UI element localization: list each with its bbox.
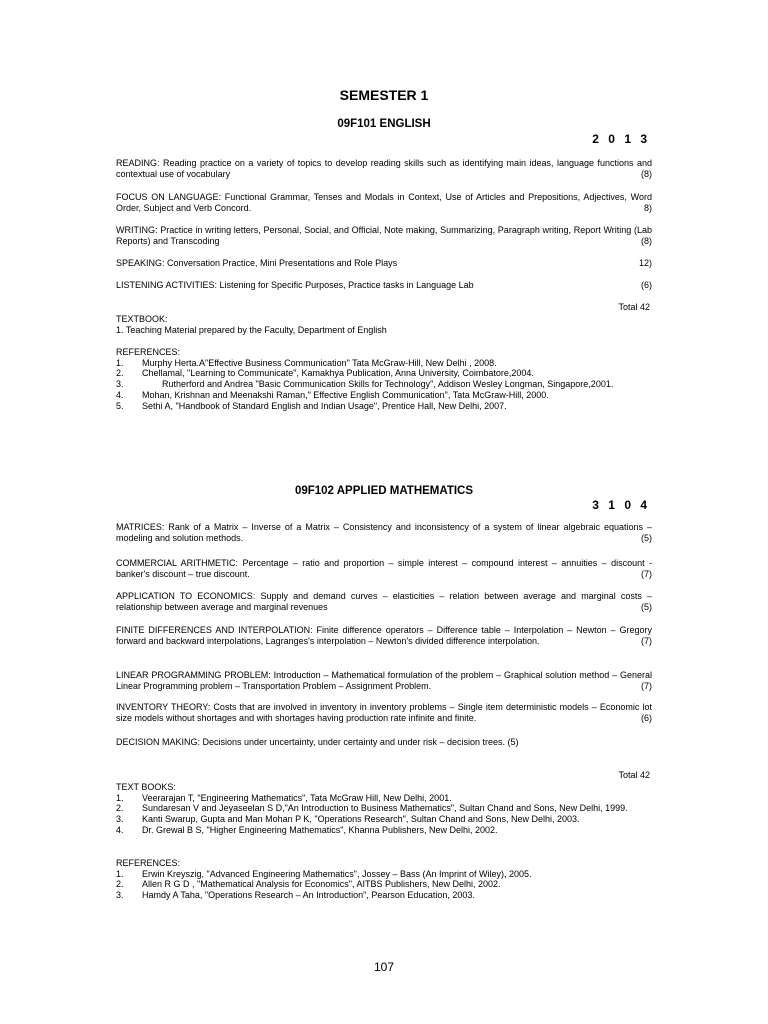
english-references [116, 347, 652, 411]
maths-section-decision-making [116, 737, 652, 748]
section-text: COMMERCIAL ARITHMETIC: Percentage – ratio and proportion – simple interest – compound interest – annuities – discount - banker's discount – true discount. [116, 558, 652, 579]
section-hours: (5) [641, 532, 652, 543]
section-text: DECISION MAKING: Decisions under uncertainty, under certainty and under risk – decision trees. (5) [116, 737, 519, 747]
textbook-item: 2. Sundaresan V and Jeyaseelan S D,"An Introduction to Business Mathematics", Sultan Chand and Sons, New Delhi, 1999. [116, 803, 628, 814]
section-text: LINEAR PROGRAMMING PROBLEM: Introduction – Mathematical formulation of the problem – Graphical solution method – General Linear Programming problem – Transportation Problem – Assignment Problem. [116, 670, 652, 691]
section-text: LISTENING ACTIVITIES: Listening for Specific Purposes, Practice tasks in Language Lab [116, 280, 474, 290]
maths-references [116, 858, 652, 901]
reference-item: 3. Rutherford and Andrea "Basic Communication Skills for Technology", Addison Wesley Longman, Singapore,2001. [116, 379, 614, 390]
section-text: WRITING: Practice in writing letters, Personal, Social, and Official, Note making, Summarizing, Paragraph writing, Report Writing (Lab Reports) and Transcoding [116, 225, 652, 246]
english-section-focus-on-language [116, 192, 652, 213]
section-text: FOCUS ON LANGUAGE: Functional Grammar, Tenses and Modals in Context, Use of Articles and Prepositions, Adjectives, Word Order, Subject and Verb Concord. [116, 192, 652, 213]
section-text: READING: Reading practice on a variety of topics to develop reading skills such as identifying main ideas, language functions and contextual use of vocabulary [116, 158, 652, 179]
reference-item: 2. Chellamal, "Learning to Communicate", Kamakhya Publication, Anna University, Coimbatore,2004. [116, 368, 534, 379]
section-text: APPLICATION TO ECONOMICS: Supply and demand curves – elasticities – relation between average and marginal costs – relationship between average and marginal revenues [116, 591, 652, 612]
reference-item: 1. Murphy Herta.A"Effective Business Communication" Tata McGraw-Hill, New Delhi , 2008. [116, 357, 497, 368]
section-hours: (8) [641, 168, 652, 179]
textbook-item: 3. Kanti Swarup, Gupta and Man Mohan P K, "Operations Research", Sultan Chand and Sons, New Delhi, 2003. [116, 814, 580, 825]
section-hours: (5) [641, 601, 652, 612]
section-hours: (6) [641, 280, 652, 290]
english-section-writing [116, 225, 652, 246]
english-section-reading [116, 158, 652, 179]
maths-section-matrices [116, 522, 652, 543]
references-heading: REFERENCES: [116, 347, 181, 357]
section-hours: 12) [638, 258, 652, 268]
textbooks-heading: TEXT BOOKS: [116, 782, 176, 792]
section-hours: (7) [641, 568, 652, 579]
english-total: Total 42 [618, 302, 650, 312]
textbook-heading: TEXTBOOK: [116, 314, 168, 324]
references-heading: REFERENCES: [116, 858, 181, 868]
maths-section-inventory-theory [116, 702, 652, 723]
textbook-item: 1. Teaching Material prepared by the Faculty, Department of English [116, 324, 387, 335]
maths-total: Total 42 [618, 770, 650, 780]
section-text: FINITE DIFFERENCES AND INTERPOLATION: Finite difference operators – Difference table – Interpolation – Newton – Gregory forward and backward interpolations, Lagranges's interpolation – Newton's divided difference interpolation. [116, 625, 652, 646]
textbook-item: 1. Veerarajan T, "Engineering Mathematics", Tata McGraw Hill, New Delhi, 2001. [116, 792, 452, 803]
reference-item: 2. Allen R G D , "Mathematical Analysis for Economics", AITBS Publishers, New Delhi, 2002. [116, 879, 501, 890]
reference-item: 3. Hamdy A Taha, "Operations Research – An Introduction", Pearson Education, 2003. [116, 890, 475, 901]
semester-title: SEMESTER 1 [339, 87, 429, 103]
section-hours: (6) [641, 712, 652, 723]
section-hours: (7) [641, 635, 652, 646]
maths-section-economics [116, 591, 652, 612]
section-text: INVENTORY THEORY: Costs that are involved in inventory in inventory problems – Single item deterministic models – Economic lot size models without shortages and with shortages having production rate infinite and finite. [116, 702, 652, 723]
maths-section-finite-differences [116, 625, 652, 646]
maths-section-commercial-arithmetic [116, 558, 652, 579]
english-section-speaking [116, 258, 652, 269]
maths-course-title: 09F102 APPLIED MATHEMATICS [294, 485, 474, 497]
english-textbook [116, 314, 652, 335]
reference-item: 1. Erwin Kreyszig, "Advanced Engineering Mathematics", Jossey – Bass (An Imprint of Wiley), 2005. [116, 868, 532, 879]
section-text: SPEAKING: Conversation Practice, Mini Presentations and Role Plays [116, 258, 398, 268]
reference-item: 5. Sethi A, "Handbook of Standard English and Indian Usage", Prentice Hall, New Delhi, 2007. [116, 400, 507, 411]
section-text: MATRICES: Rank of a Matrix – Inverse of a Matrix – Consistency and inconsistency of a system of linear algebraic equations – modeling and solution methods. [116, 522, 652, 543]
reference-item: 4. Mohan, Krishnan and Meenakshi Raman," Effective English Communication", Tata McGraw-Hill, 2000. [116, 389, 549, 400]
section-hours: 8) [643, 202, 652, 213]
english-section-listening [116, 280, 652, 291]
page-number: 107 [373, 960, 395, 974]
english-course-title: 09F101 ENGLISH [337, 118, 431, 130]
textbook-item: 4. Dr. Grewal B S, "Higher Engineering Mathematics", Khanna Publishers, New Delhi, 2002. [116, 824, 498, 835]
maths-textbooks [116, 782, 652, 836]
section-hours: (7) [641, 680, 652, 691]
section-hours: (8) [641, 235, 652, 246]
maths-section-linear-programming [116, 670, 652, 691]
english-ltpc: 2 0 1 3 [592, 132, 650, 146]
maths-ltpc: 3 1 0 4 [592, 498, 650, 512]
